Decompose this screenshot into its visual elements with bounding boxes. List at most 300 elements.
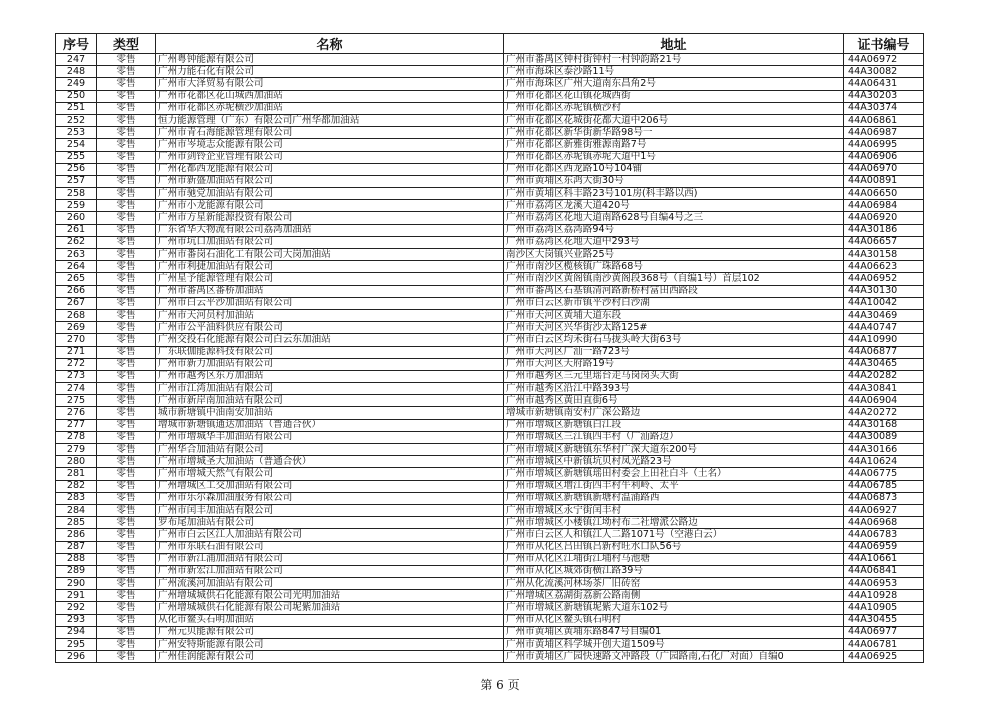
cell-type: 零售 (97, 578, 156, 590)
cell-name: 广州市方星新能源投资有限公司 (156, 212, 504, 224)
cell-cert: 44A30158 (844, 249, 924, 261)
cell-cert: 44A30374 (844, 102, 924, 114)
cell-cert: 44A06953 (844, 578, 924, 590)
cell-cert: 44A06959 (844, 541, 924, 553)
cell-name: 广州市白云平沙加油站有限公司 (156, 297, 504, 309)
table-row (56, 431, 924, 443)
table-row (56, 419, 924, 431)
cell-type: 零售 (97, 261, 156, 273)
cell-name: 广州市利捷加油站有限公司 (156, 261, 504, 273)
cell-type: 零售 (97, 78, 156, 90)
table-row (56, 626, 924, 638)
cell-address: 广州市花都区新华街新华路98号一 (504, 127, 844, 139)
cell-cert: 44A06972 (844, 54, 924, 66)
cell-name: 广州华合加油站有限公司 (156, 444, 504, 456)
cell-name: 广州市新盛加油站有限公司 (156, 175, 504, 187)
cell-cert: 44A06783 (844, 529, 924, 541)
cell-name: 广州粤钟能源有限公司 (156, 54, 504, 66)
cell-seq: 281 (56, 468, 97, 480)
cell-type: 零售 (97, 285, 156, 297)
cell-cert: 44A30089 (844, 431, 924, 443)
cell-type: 零售 (97, 249, 156, 261)
cell-name: 广州市花都区赤坭横沙加油站 (156, 102, 504, 114)
cell-address: 广州市增城区新塘镇坭紫大道东102号 (504, 602, 844, 614)
table-row (56, 163, 924, 175)
cell-type: 零售 (97, 565, 156, 577)
cell-address: 广州市花都区赤坭镇横沙村 (504, 102, 844, 114)
cell-type: 零售 (97, 236, 156, 248)
cell-type: 零售 (97, 175, 156, 187)
cell-seq: 255 (56, 151, 97, 163)
cell-name: 广州市新江浦加油站有限公司 (156, 553, 504, 565)
cell-name: 从化市鳌头石明加油站 (156, 614, 504, 626)
cell-seq: 254 (56, 139, 97, 151)
cell-name: 广州市乐尔森加油服务有限公司 (156, 492, 504, 504)
cell-name: 广州花都西龙能源有限公司 (156, 163, 504, 175)
cell-address: 广州市天河区天府路19号 (504, 358, 844, 370)
table-row (56, 78, 924, 90)
table-row (56, 188, 924, 200)
cell-cert: 44A06861 (844, 114, 924, 126)
cell-cert: 44A30166 (844, 444, 924, 456)
cell-name: 广州市江湾加油站有限公司 (156, 383, 504, 395)
cell-name: 广州市新宏江加油站有限公司 (156, 565, 504, 577)
cell-address: 广州市越秀区三元里瑶台走马岗岗头大街 (504, 370, 844, 382)
table-row (56, 249, 924, 261)
cell-type: 零售 (97, 200, 156, 212)
cell-seq: 292 (56, 602, 97, 614)
cell-type: 零售 (97, 541, 156, 553)
cell-address: 广州市天河区兴华街沙太路125# (504, 322, 844, 334)
table-row (56, 651, 924, 663)
cell-seq: 276 (56, 407, 97, 419)
cell-type: 零售 (97, 651, 156, 663)
cell-type: 零售 (97, 383, 156, 395)
cell-cert: 44A06877 (844, 346, 924, 358)
table-row (56, 322, 924, 334)
table-row (56, 127, 924, 139)
cell-type: 零售 (97, 395, 156, 407)
cell-cert: 44A06431 (844, 78, 924, 90)
cell-cert: 44A30130 (844, 285, 924, 297)
table-row (56, 370, 924, 382)
page-number: 第 6 页 (480, 678, 520, 692)
cell-cert: 44A30469 (844, 309, 924, 321)
cell-name: 恒力能源管理（广东）有限公司广州华都加油站 (156, 114, 504, 126)
table-row (56, 151, 924, 163)
cell-address: 广州增城区荔湖街荔新公路南侧 (504, 590, 844, 602)
cell-seq: 247 (56, 54, 97, 66)
cell-address: 广州市白云区新市镇平沙村白沙湖 (504, 297, 844, 309)
cell-name: 广州市花都区花山城西加油站 (156, 90, 504, 102)
cell-cert: 44A06623 (844, 261, 924, 273)
cell-type: 零售 (97, 151, 156, 163)
table-row (56, 175, 924, 187)
cell-address: 广州市增城区中新镇坑贝村凤光路23号 (504, 456, 844, 468)
header-type: 类型 (97, 34, 156, 54)
cell-type: 零售 (97, 529, 156, 541)
cell-address: 广州市从化区鳌头镇石明村 (504, 614, 844, 626)
cell-seq: 261 (56, 224, 97, 236)
table-row (56, 456, 924, 468)
cell-cert: 44A10042 (844, 297, 924, 309)
cell-address: 广州市天河区广汕一路723号 (504, 346, 844, 358)
table-row (56, 309, 924, 321)
cell-type: 零售 (97, 407, 156, 419)
cell-seq: 260 (56, 212, 97, 224)
cell-name: 广州元贝能源有限公司 (156, 626, 504, 638)
cell-type: 零售 (97, 431, 156, 443)
cell-name: 广东联伽能源科技有限公司 (156, 346, 504, 358)
cell-address: 广州市花都区西龙路10号104铺 (504, 163, 844, 175)
cell-cert: 44A06906 (844, 151, 924, 163)
table-row (56, 224, 924, 236)
table-row (56, 102, 924, 114)
table-row (56, 212, 924, 224)
cell-address: 广州市增城区增江街四丰村牛利岭、太平 (504, 480, 844, 492)
cell-type: 零售 (97, 346, 156, 358)
cell-seq: 267 (56, 297, 97, 309)
cell-cert: 44A06984 (844, 200, 924, 212)
cell-name: 广州安特斯能源有限公司 (156, 639, 504, 651)
cell-type: 零售 (97, 139, 156, 151)
cell-address: 广州市增城区新塘镇瑶田村委会上田社白斗（土名） (504, 468, 844, 480)
table-row (56, 261, 924, 273)
cell-address: 广州市白云区均禾街石马拢头岭大街63号 (504, 334, 844, 346)
cell-address: 广州市南沙区黄阁镇南沙黄阁段368号（自编1号）首层102 (504, 273, 844, 285)
cell-name: 广州市大泽贸易有限公司 (156, 78, 504, 90)
cell-name: 广州市公平油料供应有限公司 (156, 322, 504, 334)
cell-type: 零售 (97, 468, 156, 480)
cell-seq: 253 (56, 127, 97, 139)
cell-seq: 274 (56, 383, 97, 395)
table-row (56, 334, 924, 346)
table-row (56, 346, 924, 358)
cell-seq: 259 (56, 200, 97, 212)
cell-seq: 286 (56, 529, 97, 541)
table-row (56, 66, 924, 78)
header-cert: 证书编号 (844, 34, 924, 54)
cell-address: 广州市荔湾区花地大道中293号 (504, 236, 844, 248)
cell-address: 增城市新塘镇南安村广深公路边 (504, 407, 844, 419)
cell-name: 广州市驰党加油站有限公司 (156, 188, 504, 200)
table-row (56, 285, 924, 297)
cell-seq: 293 (56, 614, 97, 626)
cell-address: 广州市越秀区黄田直街6号 (504, 395, 844, 407)
cell-address: 广州市荔湾区花地大道南路628号自编4号之三 (504, 212, 844, 224)
cell-cert: 44A06904 (844, 395, 924, 407)
cell-type: 零售 (97, 163, 156, 175)
cell-cert: 44A06775 (844, 468, 924, 480)
table-row (56, 517, 924, 529)
cell-cert: 44A06987 (844, 127, 924, 139)
cell-address: 广州市黄埔区东鸿大街30号 (504, 175, 844, 187)
cell-name: 广州市东联石油有限公司 (156, 541, 504, 553)
cell-type: 零售 (97, 602, 156, 614)
cell-name: 广州佳润能源有限公司 (156, 651, 504, 663)
table-row (56, 358, 924, 370)
cell-seq: 288 (56, 553, 97, 565)
cell-address: 广州市花都区花城街花都大道中206号 (504, 114, 844, 126)
cell-seq: 282 (56, 480, 97, 492)
cell-seq: 277 (56, 419, 97, 431)
table-row (56, 90, 924, 102)
cell-cert: 44A06785 (844, 480, 924, 492)
cell-seq: 285 (56, 517, 97, 529)
table-row (56, 468, 924, 480)
cell-address: 广州市花都区花山镇花城西街 (504, 90, 844, 102)
cell-cert: 44A10928 (844, 590, 924, 602)
cell-cert: 44A06925 (844, 651, 924, 663)
cell-seq: 275 (56, 395, 97, 407)
cell-cert: 44A30203 (844, 90, 924, 102)
cell-name: 广州市增城天然气有限公司 (156, 468, 504, 480)
cell-name: 广州市新岸南加油站有限公司 (156, 395, 504, 407)
cell-address: 广州市荔湾区龙溪大道420号 (504, 200, 844, 212)
cell-cert: 44A30082 (844, 66, 924, 78)
cell-cert: 44A06927 (844, 504, 924, 516)
table-row (56, 639, 924, 651)
cell-type: 零售 (97, 66, 156, 78)
cell-seq: 269 (56, 322, 97, 334)
cell-cert: 44A06952 (844, 273, 924, 285)
table-row (56, 529, 924, 541)
cell-address: 广州市荔湾区荔湾路94号 (504, 224, 844, 236)
cell-name: 城市新塘镇中油南安加油站 (156, 407, 504, 419)
cell-seq: 248 (56, 66, 97, 78)
cell-address: 广州市南沙区榄核镇广珠路68号 (504, 261, 844, 273)
cell-seq: 272 (56, 358, 97, 370)
cell-name: 广州流溪河加油站有限公司 (156, 578, 504, 590)
cell-type: 零售 (97, 273, 156, 285)
cell-address: 广州市从化区江埔街江埔村马池塘 (504, 553, 844, 565)
table-row (56, 407, 924, 419)
cell-cert: 44A30168 (844, 419, 924, 431)
cell-seq: 284 (56, 504, 97, 516)
cell-seq: 250 (56, 90, 97, 102)
cell-type: 零售 (97, 639, 156, 651)
cell-name: 广州市新力加油站有限公司 (156, 358, 504, 370)
cell-address: 广州市黄埔区广园快速路文冲路段（广园路南,石化厂对面）自编0 (504, 651, 844, 663)
cell-type: 零售 (97, 334, 156, 346)
cell-name: 广州市岑境志众能源有限公司 (156, 139, 504, 151)
cell-name: 广州交投石化能源有限公司白云东加油站 (156, 334, 504, 346)
cell-name: 广州市坑口加油站有限公司 (156, 236, 504, 248)
cell-address: 广州市增城区新塘镇新塘村温涌路西 (504, 492, 844, 504)
cell-seq: 290 (56, 578, 97, 590)
cell-seq: 278 (56, 431, 97, 443)
cell-address: 广州市黄埔区科丰路23号101房(科丰路以西) (504, 188, 844, 200)
cell-address: 广州市花都区新雅街雅源南路7号 (504, 139, 844, 151)
cell-cert: 44A06873 (844, 492, 924, 504)
cell-seq: 251 (56, 102, 97, 114)
cell-address: 广州市番禺区钟村街钟村一村钟韵路21号 (504, 54, 844, 66)
cell-name: 增城市新塘镇通达加油站（普通合伙） (156, 419, 504, 431)
cell-seq: 280 (56, 456, 97, 468)
cell-type: 零售 (97, 517, 156, 529)
cell-address: 广州市增城区小楼镇江坳村布二社增派公路边 (504, 517, 844, 529)
cell-seq: 268 (56, 309, 97, 321)
table-row (56, 114, 924, 126)
cell-seq: 296 (56, 651, 97, 663)
table-row (56, 578, 924, 590)
cell-type: 零售 (97, 224, 156, 236)
cell-cert: 44A30186 (844, 224, 924, 236)
cell-address: 广州市越秀区沿江中路393号 (504, 383, 844, 395)
cell-type: 零售 (97, 419, 156, 431)
cell-type: 零售 (97, 492, 156, 504)
cell-seq: 294 (56, 626, 97, 638)
cell-name: 广州市白云区江人加油站有限公司 (156, 529, 504, 541)
table-body (56, 54, 924, 663)
cell-cert: 44A00891 (844, 175, 924, 187)
table-header-row (56, 34, 924, 54)
table-row (56, 54, 924, 66)
table-row (56, 236, 924, 248)
cell-cert: 44A10990 (844, 334, 924, 346)
header-address: 地址 (504, 34, 844, 54)
table-row (56, 590, 924, 602)
cell-name: 广州市番岗石油化工有限公司大岗加油站 (156, 249, 504, 261)
cell-name: 广州市番禺区番桥加油站 (156, 285, 504, 297)
cell-address: 广州市增城区永宁街闰丰村 (504, 504, 844, 516)
table-row (56, 553, 924, 565)
cell-type: 零售 (97, 444, 156, 456)
cell-seq: 279 (56, 444, 97, 456)
cell-name: 广州市青石海能源管理有限公司 (156, 127, 504, 139)
cell-name: 广州市天河员村加油站 (156, 309, 504, 321)
cell-name: 广东省华大物流有限公司荔湾加油站 (156, 224, 504, 236)
cell-address: 广州市花都区赤坭镇赤坭大道中1号 (504, 151, 844, 163)
table-row (56, 602, 924, 614)
cell-type: 零售 (97, 358, 156, 370)
cell-address: 广州市白云区人和镇江人二路1071号（空港白云） (504, 529, 844, 541)
table-row (56, 273, 924, 285)
cell-address: 广州市增城区新塘镇白江段 (504, 419, 844, 431)
cell-cert: 44A06657 (844, 236, 924, 248)
cell-address: 广州从化流溪河林场茶厂旧砖窑 (504, 578, 844, 590)
cell-type: 零售 (97, 54, 156, 66)
table-row (56, 139, 924, 151)
cell-cert: 44A30841 (844, 383, 924, 395)
header-seq: 序号 (56, 34, 97, 54)
cell-cert: 44A06650 (844, 188, 924, 200)
cell-seq: 266 (56, 285, 97, 297)
cell-name: 广州增城区工交加油站有限公司 (156, 480, 504, 492)
cell-address: 广州市番禺区石基镇清河路新桥村富田西路段 (504, 285, 844, 297)
table-row (56, 541, 924, 553)
cell-address: 广州市黄埔区科学城开创大道1509号 (504, 639, 844, 651)
cell-seq: 265 (56, 273, 97, 285)
cell-name: 广州市增城华丰加油站有限公司 (156, 431, 504, 443)
cell-name: 广州市闰丰加油站有限公司 (156, 504, 504, 516)
table-row (56, 492, 924, 504)
cell-seq: 291 (56, 590, 97, 602)
cell-type: 零售 (97, 102, 156, 114)
cell-cert: 44A06970 (844, 163, 924, 175)
cell-seq: 257 (56, 175, 97, 187)
cell-cert: 44A06995 (844, 139, 924, 151)
cell-type: 零售 (97, 553, 156, 565)
cell-cert: 44A06968 (844, 517, 924, 529)
cell-cert: 44A06920 (844, 212, 924, 224)
cell-type: 零售 (97, 370, 156, 382)
cell-type: 零售 (97, 297, 156, 309)
cell-cert: 44A10624 (844, 456, 924, 468)
cell-seq: 271 (56, 346, 97, 358)
cell-cert: 44A10661 (844, 553, 924, 565)
cell-type: 零售 (97, 590, 156, 602)
cell-type: 零售 (97, 480, 156, 492)
cell-name: 广州市越秀区东方加油站 (156, 370, 504, 382)
cell-cert: 44A20282 (844, 370, 924, 382)
cell-seq: 258 (56, 188, 97, 200)
header-name: 名称 (156, 34, 504, 54)
cell-name: 罗布尾加油站有限公司 (156, 517, 504, 529)
cell-type: 零售 (97, 114, 156, 126)
cell-type: 零售 (97, 456, 156, 468)
cell-address: 广州市从化区城郊街横江路39号 (504, 565, 844, 577)
cell-cert: 44A06977 (844, 626, 924, 638)
cell-cert: 44A30455 (844, 614, 924, 626)
cell-name: 广州市小龙能源有限公司 (156, 200, 504, 212)
cell-type: 零售 (97, 188, 156, 200)
cell-address: 广州市增城区新塘镇东华村广深大道东200号 (504, 444, 844, 456)
cell-type: 零售 (97, 504, 156, 516)
table-row (56, 297, 924, 309)
cell-seq: 252 (56, 114, 97, 126)
cell-name: 广州增城城供石化能源有限公司坭紫加油站 (156, 602, 504, 614)
cell-address: 广州市增城区三江镇四丰村（广汕路边） (504, 431, 844, 443)
cell-seq: 283 (56, 492, 97, 504)
cell-name: 广州星予能源管理有限公司 (156, 273, 504, 285)
cell-type: 零售 (97, 90, 156, 102)
cell-seq: 287 (56, 541, 97, 553)
cell-address: 广州市海珠区广州大道南东昌角2号 (504, 78, 844, 90)
cell-type: 零售 (97, 614, 156, 626)
cell-type: 零售 (97, 127, 156, 139)
cell-name: 广州市剑铃企业管理有限公司 (156, 151, 504, 163)
cell-type: 零售 (97, 212, 156, 224)
cell-seq: 273 (56, 370, 97, 382)
table-row (56, 565, 924, 577)
cell-cert: 44A20272 (844, 407, 924, 419)
cell-seq: 289 (56, 565, 97, 577)
document-table-container (55, 33, 923, 663)
table-row (56, 395, 924, 407)
cell-cert: 44A06841 (844, 565, 924, 577)
cell-name: 广州市增城圣大加油站（普通合伙） (156, 456, 504, 468)
cell-seq: 249 (56, 78, 97, 90)
cell-type: 零售 (97, 309, 156, 321)
cell-type: 零售 (97, 322, 156, 334)
cell-address: 南沙区大岗镇兴业路25号 (504, 249, 844, 261)
cell-address: 广州市天河区黄埔大道东段 (504, 309, 844, 321)
table-row (56, 504, 924, 516)
cell-seq: 264 (56, 261, 97, 273)
cell-cert: 44A30465 (844, 358, 924, 370)
cell-type: 零售 (97, 626, 156, 638)
table-row (56, 614, 924, 626)
cell-cert: 44A06781 (844, 639, 924, 651)
table-row (56, 480, 924, 492)
cell-seq: 262 (56, 236, 97, 248)
cell-seq: 270 (56, 334, 97, 346)
cell-cert: 44A40747 (844, 322, 924, 334)
cell-seq: 295 (56, 639, 97, 651)
cell-address: 广州市从化区吕田镇吕新村旺水口队56号 (504, 541, 844, 553)
cell-address: 广州市海珠区泰沙路11号 (504, 66, 844, 78)
